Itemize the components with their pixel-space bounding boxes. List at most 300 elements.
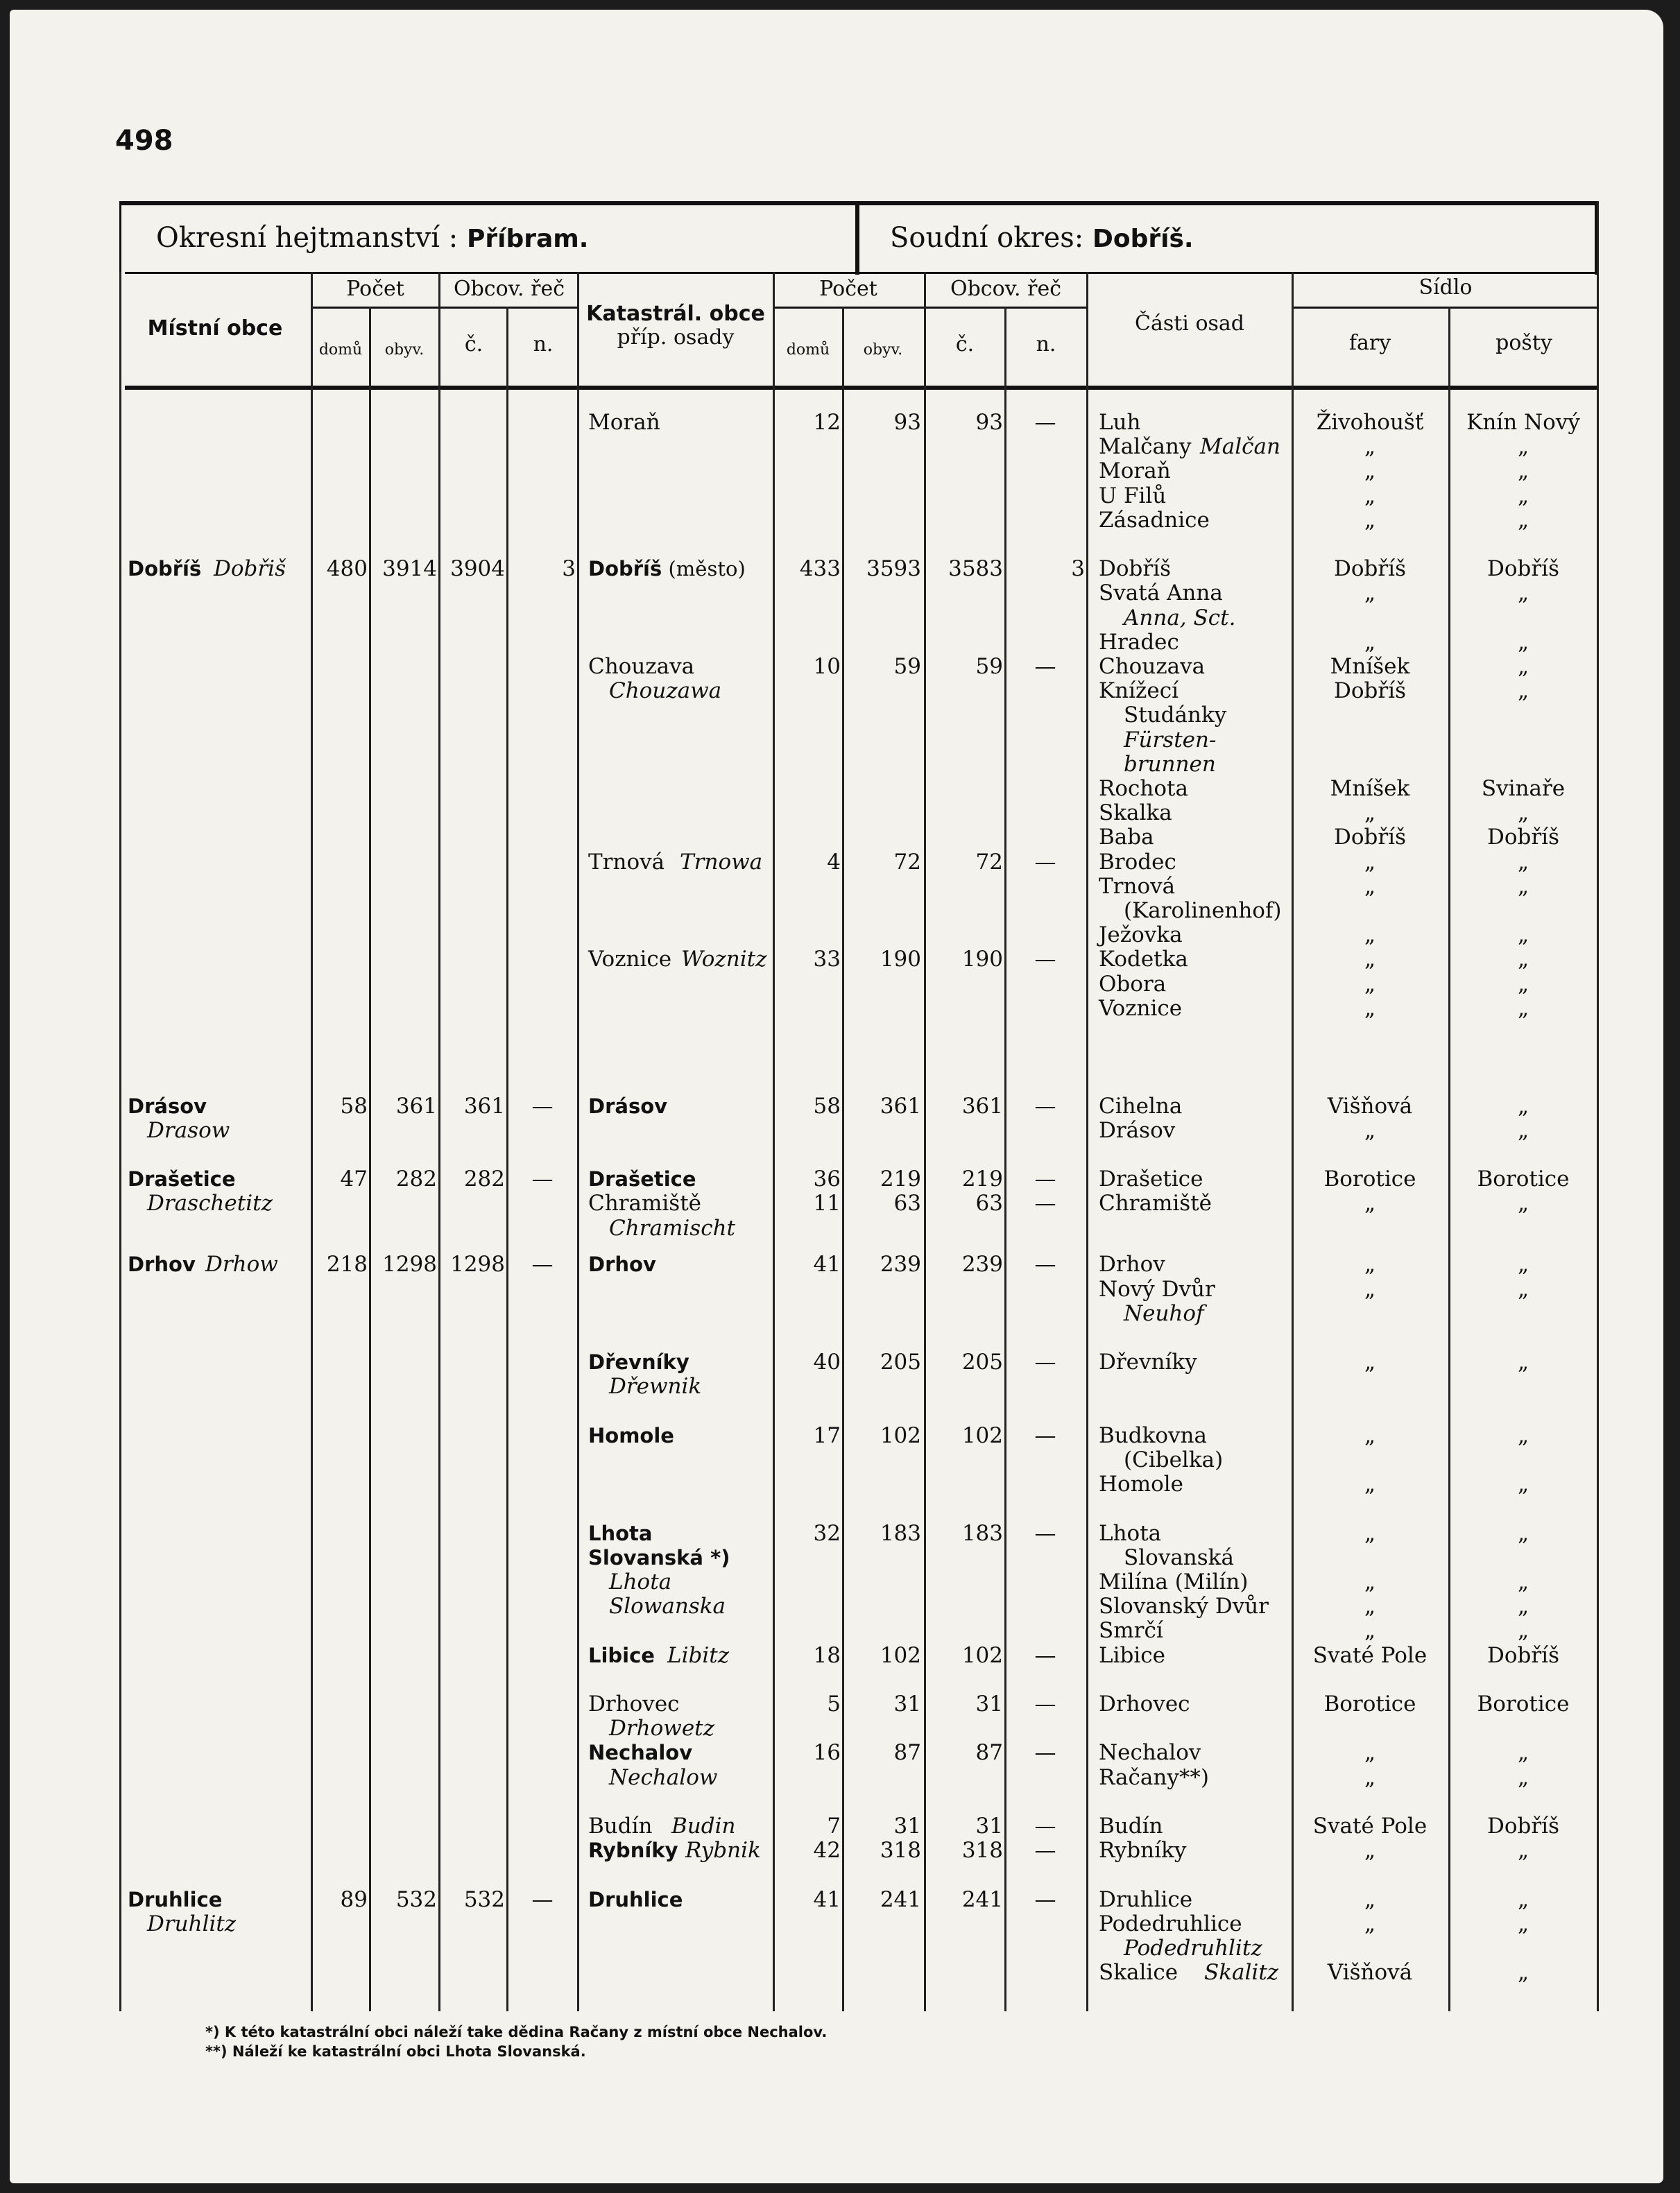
obec-cesky: 1298 (450, 1252, 505, 1277)
sidlo-posty: „ (1517, 1570, 1529, 1594)
osada-name: Zásadnice (1099, 508, 1210, 533)
katastr-cesky: 3583 (948, 556, 1003, 581)
sidlo-fary: „ (1364, 1740, 1376, 1765)
sidlo-posty: Borotice (1477, 1167, 1570, 1192)
osada-name: Račany**) (1099, 1765, 1209, 1790)
osada-name-de: Podedruhlitz (1124, 1936, 1262, 1961)
katastr-name: Dřevníky (588, 1350, 689, 1374)
katastr-cesky: 63 (975, 1191, 1003, 1216)
obec-obyv: 361 (395, 1094, 437, 1119)
court-name: Dobříš. (1092, 225, 1194, 253)
katastr-name-de: Woznitz (681, 947, 767, 972)
katastr-cesky: 239 (961, 1252, 1003, 1277)
katastr-cesky: 318 (961, 1838, 1003, 1863)
katastr-name: Druhlice (588, 1888, 683, 1911)
osada-name: Moraň (1099, 458, 1171, 483)
osada-name: Dřevníky (1099, 1350, 1197, 1375)
sidlo-fary: Borotice (1323, 1167, 1416, 1192)
osada-name-de: brunnen (1124, 752, 1216, 777)
obec-obyv: 3914 (382, 556, 437, 581)
osada-name: Brodec (1099, 850, 1176, 875)
katastr-name: Drhov (588, 1253, 656, 1276)
col-obyv-2: obyv. (863, 341, 903, 359)
osada-name: Skalice (1099, 1960, 1178, 1985)
district-cell (156, 222, 588, 254)
katastr-name-de: Chramischt (609, 1216, 735, 1241)
osada-name: Druhlice (1099, 1887, 1193, 1912)
katastr-obyv: 239 (880, 1252, 921, 1277)
katastr-name-de: Rybnik (685, 1838, 761, 1863)
katastr-obyv: 31 (893, 1814, 921, 1839)
osada-name: Studánky (1124, 703, 1227, 728)
sidlo-fary: Višňová (1327, 1960, 1413, 1985)
col-line (1597, 201, 1599, 2011)
sidlo-posty: „ (1517, 1740, 1529, 1765)
katastr-nemecky: 3 (1071, 556, 1085, 581)
katastr-domu: 42 (813, 1838, 841, 1863)
katastr-name-de: Trnowa (680, 850, 763, 875)
katastr-name: Trnová (588, 850, 665, 875)
osada-name-de: Skalitz (1204, 1960, 1279, 1985)
katastr-nemecky: — (1034, 850, 1056, 875)
col-fary: fary (1348, 331, 1391, 355)
sidlo-posty: „ (1517, 1960, 1529, 1985)
sidlo-fary: „ (1364, 1191, 1376, 1216)
katastr-obyv: 361 (880, 1094, 921, 1119)
katastr-obyv: 93 (893, 410, 921, 435)
katastr-nemecky: — (1034, 1423, 1056, 1448)
obec-cesky: 361 (463, 1094, 505, 1119)
osada-name: Drašetice (1099, 1167, 1203, 1192)
sidlo-posty: „ (1517, 972, 1529, 997)
sidlo-posty: „ (1517, 922, 1529, 947)
katastr-cesky: 205 (961, 1350, 1003, 1375)
katastr-name-de: Drhowetz (609, 1716, 714, 1741)
katastr-name-de: Dřewnik (609, 1374, 702, 1399)
osada-name: Svatá Anna (1099, 580, 1223, 605)
katastr-nemecky: — (1034, 1167, 1056, 1192)
col-line (438, 272, 440, 2011)
katastr-name: Chouzava (588, 654, 695, 679)
osada-name-de: Malčan (1200, 434, 1280, 459)
osada-name: Nechalov (1099, 1740, 1201, 1765)
sidlo-posty: „ (1517, 800, 1529, 825)
sidlo-posty: „ (1517, 434, 1529, 459)
sidlo-posty: „ (1517, 1594, 1529, 1619)
osada-name-de: Fürsten- (1124, 728, 1217, 752)
sidlo-posty: „ (1517, 580, 1529, 605)
osada-name: Voznice (1099, 996, 1183, 1021)
col-line (119, 272, 121, 2011)
sidlo-fary: Mníšek (1330, 654, 1410, 679)
sidlo-posty: „ (1517, 630, 1529, 655)
obec-name: Drásov (128, 1094, 207, 1118)
osada-name: Chouzava (1099, 654, 1206, 679)
sidlo-posty: „ (1517, 1765, 1529, 1790)
katastr-nemecky: — (1034, 1094, 1056, 1119)
osada-name: Rochota (1099, 776, 1188, 801)
obec-obyv: 282 (395, 1167, 437, 1192)
katastr-name: Libice (588, 1644, 655, 1667)
sidlo-fary: „ (1364, 996, 1376, 1021)
katastr-name: Budín (588, 1814, 653, 1839)
katastr-nemecky: — (1034, 947, 1056, 972)
obec-name: Dobříš (128, 557, 202, 580)
col-n-1: n. (533, 332, 554, 356)
katastr-cesky: 361 (961, 1094, 1003, 1119)
sidlo-fary: Dobříš (1333, 825, 1406, 850)
col-obyv-1: obyv. (384, 341, 425, 359)
katastr-domu: 17 (813, 1423, 841, 1448)
katastr-cesky: 87 (975, 1740, 1003, 1765)
katastr-domu: 12 (813, 410, 841, 435)
katastr-domu: 40 (813, 1350, 841, 1375)
sidlo-fary: „ (1364, 1570, 1376, 1594)
sidlo-fary: „ (1364, 800, 1376, 825)
sidlo-posty: „ (1517, 483, 1529, 508)
katastr-domu: 32 (813, 1521, 841, 1546)
katastr-name-de: Libitz (667, 1643, 730, 1668)
sidlo-posty: „ (1517, 1521, 1529, 1546)
court-cell (890, 222, 1194, 254)
col-obcov-rec-1: Obcov. řeč (453, 277, 565, 301)
sidlo-posty: „ (1517, 458, 1529, 483)
obec-nemecky: — (531, 1252, 554, 1277)
sidlo-fary: „ (1364, 1252, 1376, 1277)
osada-name: Obora (1099, 972, 1167, 997)
sidlo-fary: „ (1364, 947, 1376, 972)
col-pocet-2: Počet (819, 277, 877, 301)
katastr-obyv: 205 (880, 1350, 921, 1375)
obec-name: Drašetice (128, 1167, 236, 1191)
obec-nemecky: 3 (562, 556, 576, 581)
katastr-obyv: 59 (893, 654, 921, 679)
sidlo-fary: „ (1364, 1838, 1376, 1863)
page-number: 498 (115, 125, 173, 157)
osada-name: (Cibelka) (1124, 1447, 1224, 1472)
katastr-domu: 41 (813, 1252, 841, 1277)
col-domu-1: domů (318, 341, 363, 359)
col-line (311, 272, 313, 2011)
col-line (1086, 272, 1088, 2011)
sidlo-fary: „ (1364, 1618, 1376, 1643)
osada-name: (Karolinenhof) (1124, 898, 1282, 923)
katastr-name: Drašetice (588, 1167, 696, 1191)
katastr-obyv: 219 (880, 1167, 921, 1192)
obec-name-de: Druhlitz (147, 1911, 237, 1936)
katastr-cesky: 31 (975, 1814, 1003, 1839)
col-casti-osad: Části osad (1135, 311, 1244, 336)
katastr-nemecky: — (1034, 1643, 1056, 1668)
katastr-cesky: 183 (961, 1521, 1003, 1546)
sidlo-fary: „ (1364, 850, 1376, 875)
sidlo-posty: „ (1517, 1350, 1529, 1375)
katastr-name-de: Chouzawa (609, 678, 722, 703)
osada-name: Kodetka (1099, 947, 1188, 972)
sidlo-fary: „ (1364, 972, 1376, 997)
katastr-domu: 58 (813, 1094, 841, 1119)
footnotes (205, 2022, 827, 2061)
sidlo-fary: Dobříš (1333, 556, 1406, 581)
obec-nemecky: — (531, 1094, 554, 1119)
sidlo-posty: „ (1517, 678, 1529, 703)
katastr-domu: 18 (813, 1643, 841, 1668)
col-mistni-obce: Místní obce (147, 316, 283, 341)
sidlo-fary: „ (1364, 1521, 1376, 1546)
katastr-name: Rybníky (588, 1839, 678, 1862)
obec-nemecky: — (531, 1167, 554, 1192)
osada-name: Hradec (1099, 630, 1179, 655)
katastr-obyv: 241 (880, 1887, 921, 1912)
katastr-name: Drhovec (588, 1692, 680, 1717)
sidlo-fary: „ (1364, 508, 1376, 533)
obec-name: Druhlice (128, 1888, 223, 1911)
sidlo-posty: „ (1517, 1423, 1529, 1448)
sidlo-posty: „ (1517, 1118, 1529, 1143)
katastr-cesky: 59 (975, 654, 1003, 679)
katastr-cesky: 102 (961, 1643, 1003, 1668)
katastr-obyv: 72 (893, 850, 921, 875)
katastr-name (588, 557, 746, 581)
district-label: Okresní hejtmanství : (156, 222, 458, 254)
osada-name-de: Anna, Sct. (1124, 605, 1236, 630)
katastr-name: Nechalov (588, 1741, 693, 1764)
katastr-domu: 33 (813, 947, 841, 972)
osada-name: Drhov (1099, 1252, 1165, 1277)
sidlo-posty: „ (1517, 996, 1529, 1021)
header-sub-rule-3 (1293, 307, 1598, 309)
sidlo-posty: „ (1517, 1252, 1529, 1277)
katastr-nemecky: — (1034, 654, 1056, 679)
sidlo-posty: „ (1517, 1191, 1529, 1216)
sidlo-posty: „ (1517, 947, 1529, 972)
obec-domu: 480 (326, 556, 368, 581)
obec-name: Drhov (128, 1253, 196, 1276)
sidlo-fary: „ (1364, 434, 1376, 459)
obec-domu: 58 (340, 1094, 368, 1119)
header-sub-rule-1 (312, 307, 577, 309)
katastr-cesky: 241 (961, 1887, 1003, 1912)
obec-domu: 89 (340, 1887, 368, 1912)
katastr-nemecky: — (1034, 1838, 1056, 1863)
katastr-obyv: 190 (880, 947, 921, 972)
sidlo-fary: Svaté Pole (1312, 1643, 1428, 1668)
katastr-cesky: 93 (975, 410, 1003, 435)
katastr-suffix: (město) (662, 557, 746, 580)
sidlo-fary: „ (1364, 1911, 1376, 1936)
katastr-obyv: 102 (880, 1423, 921, 1448)
sidlo-fary: Mníšek (1330, 776, 1410, 801)
osada-name: Drhovec (1099, 1692, 1190, 1717)
footnote-2: **) Náleží ke katastrální obci Lhota Slovanská. (205, 2043, 586, 2060)
obec-obyv: 532 (395, 1887, 437, 1912)
sidlo-fary: „ (1364, 1423, 1376, 1448)
katastr-nemecky: — (1034, 1740, 1056, 1765)
sidlo-posty: „ (1517, 1472, 1529, 1497)
sidlo-posty: Knín Nový (1466, 410, 1580, 435)
sidlo-fary: „ (1364, 1118, 1376, 1143)
katastr-obyv: 87 (893, 1740, 921, 1765)
obec-name-de: Drasow (147, 1118, 230, 1143)
sidlo-fary: Borotice (1323, 1692, 1416, 1717)
osada-name: Drásov (1099, 1118, 1176, 1143)
sidlo-posty: „ (1517, 654, 1529, 679)
katastr-domu: 41 (813, 1887, 841, 1912)
katastr-domu: 433 (799, 556, 841, 581)
katastr-obyv: 102 (880, 1643, 921, 1668)
col-obcov-rec-2: Obcov. řeč (950, 277, 1062, 301)
katastr-nemecky: — (1034, 1252, 1056, 1277)
sidlo-fary: „ (1364, 630, 1376, 655)
katastr-cesky: 219 (961, 1167, 1003, 1192)
sidlo-posty: „ (1517, 1887, 1529, 1912)
sidlo-posty: Dobříš (1486, 556, 1559, 581)
col-c-2: č. (955, 332, 975, 356)
katastr-name-de: Nechalow (609, 1765, 718, 1790)
katastr-nemecky: — (1034, 1191, 1056, 1216)
district-header (119, 201, 1597, 275)
osada-name: Rybníky (1099, 1838, 1187, 1863)
katastr-nemecky: — (1034, 410, 1056, 435)
osada-name: Budkovna (1099, 1423, 1207, 1448)
col-line (506, 307, 508, 2011)
sidlo-posty: „ (1517, 1911, 1529, 1936)
katastr-name-de: Slowanska (609, 1594, 726, 1619)
col-domu-2: domů (786, 341, 830, 359)
osada-name: Libice (1099, 1643, 1165, 1668)
sidlo-posty: Dobříš (1486, 825, 1559, 850)
sidlo-posty: Dobříš (1486, 1814, 1559, 1839)
katastr-domu: 4 (827, 850, 841, 875)
katastr-obyv: 3593 (866, 556, 921, 581)
katastr-cesky: 102 (961, 1423, 1003, 1448)
osada-name: Baba (1099, 825, 1154, 850)
katastr-domu: 5 (827, 1692, 841, 1717)
obec-name-de: Draschetitz (147, 1191, 273, 1216)
katastr-name: Voznice (588, 947, 672, 972)
sidlo-fary: Svaté Pole (1312, 1814, 1428, 1839)
katastr-name-de: Budin (671, 1814, 736, 1839)
katastr-domu: 10 (813, 654, 841, 679)
sidlo-fary: Višňová (1327, 1094, 1413, 1119)
osada-name: U Filů (1099, 483, 1167, 508)
osada-name: Luh (1099, 410, 1141, 435)
obec-obyv: 1298 (382, 1252, 437, 1277)
col-katastral: Katastrál. obce (586, 302, 765, 326)
sidlo-fary: „ (1364, 483, 1376, 508)
header-rule-top (125, 272, 1597, 274)
katastr-nemecky: — (1034, 1350, 1056, 1375)
osada-name: Chramiště (1099, 1191, 1212, 1216)
katastr-name: Drásov (588, 1094, 668, 1118)
col-posty: pošty (1495, 331, 1552, 355)
osada-name: Trnová (1099, 874, 1176, 899)
sidlo-fary: „ (1364, 1277, 1376, 1302)
katastr-domu: 11 (813, 1191, 841, 1216)
katastr-obyv: 183 (880, 1521, 921, 1546)
obec-cesky: 3904 (450, 556, 505, 581)
obec-cesky: 282 (463, 1167, 505, 1192)
sidlo-fary: „ (1364, 1472, 1376, 1497)
katastr-name: Homole (588, 1424, 674, 1447)
sidlo-posty: „ (1517, 850, 1529, 875)
katastr-domu: 16 (813, 1740, 841, 1765)
sidlo-fary: „ (1364, 1887, 1376, 1912)
sidlo-posty: „ (1517, 1094, 1529, 1119)
col-line (577, 272, 579, 2011)
osada-name: Slovanská (1124, 1545, 1234, 1570)
sidlo-posty: Svinaře (1481, 776, 1566, 801)
osada-name: Homole (1099, 1472, 1184, 1497)
osada-name: Malčany (1099, 434, 1192, 459)
header-divider (855, 205, 859, 275)
katastr-name: Chramiště (588, 1191, 702, 1216)
sidlo-fary: „ (1364, 1765, 1376, 1790)
sidlo-fary: „ (1364, 922, 1376, 947)
katastr-nemecky: — (1034, 1521, 1056, 1546)
sidlo-fary: „ (1364, 1594, 1376, 1619)
col-pocet-1: Počet (346, 277, 404, 301)
sidlo-posty: Dobříš (1486, 1643, 1559, 1668)
sidlo-fary: „ (1364, 458, 1376, 483)
osada-name: Smrčí (1099, 1618, 1163, 1643)
osada-name: Slovanský Dvůr (1099, 1594, 1269, 1619)
osada-name: Nový Dvůr (1099, 1277, 1215, 1302)
osada-name: Cihelna (1099, 1094, 1183, 1119)
obec-cesky: 532 (463, 1887, 505, 1912)
osada-name: Dobříš (1099, 556, 1172, 581)
katastr-name: Slovanská *) (588, 1546, 730, 1570)
katastr-domu: 7 (827, 1814, 841, 1839)
osada-name-de: Neuhof (1124, 1301, 1204, 1326)
osada-name: Knížecí (1099, 678, 1178, 703)
sidlo-fary: Dobříš (1333, 678, 1406, 703)
osada-name: Milína (Milín) (1099, 1570, 1249, 1594)
obec-name-de: Dobřiš (214, 556, 286, 581)
katastr-obyv: 318 (880, 1838, 921, 1863)
col-sidlo: Sídlo (1418, 275, 1473, 300)
katastr-name: Lhota (588, 1522, 653, 1545)
obec-name-de: Drhow (205, 1252, 278, 1277)
katastr-obyv: 63 (893, 1191, 921, 1216)
district-name: Příbram. (466, 225, 589, 253)
katastr-nemecky: — (1034, 1692, 1056, 1717)
katastr-cesky: 72 (975, 850, 1003, 875)
osada-name: Skalka (1099, 800, 1172, 825)
col-katastral-2: příp. osady (617, 325, 735, 350)
osada-name: Lhota (1099, 1521, 1162, 1546)
sidlo-posty: Borotice (1477, 1692, 1570, 1717)
osada-name: Podedruhlice (1099, 1911, 1242, 1936)
osada-name: Budín (1099, 1814, 1163, 1839)
sidlo-posty: „ (1517, 1277, 1529, 1302)
katastr-nemecky: — (1034, 1887, 1056, 1912)
sidlo-fary: „ (1364, 1350, 1376, 1375)
header-rule-bottom (125, 386, 1597, 390)
osada-name: Ježovka (1099, 922, 1183, 947)
court-label: Soudní okres: (890, 222, 1084, 254)
sidlo-fary: „ (1364, 580, 1376, 605)
obec-domu: 47 (340, 1167, 368, 1192)
katastr-name-de: Lhota (609, 1570, 672, 1594)
obec-domu: 218 (326, 1252, 368, 1277)
sidlo-posty: „ (1517, 874, 1529, 899)
katastr-nemecky: — (1034, 1814, 1056, 1839)
katastr-obyv: 31 (893, 1692, 921, 1717)
footnote-1: *) K této katastrální obci náleží take dědina Račany z místní obce Nechalov. (205, 2024, 828, 2040)
katastr-cesky: 190 (961, 947, 1003, 972)
sidlo-posty: „ (1517, 508, 1529, 533)
